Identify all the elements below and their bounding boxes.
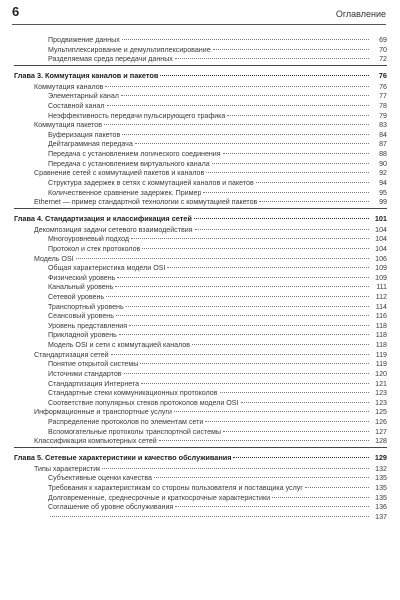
dot-leader: [135, 143, 369, 144]
dot-leader: [102, 468, 369, 469]
toc-entry-page: 111: [376, 283, 387, 292]
toc-entry-title: Глава 5. Сетевые характеристики и качество обслуживания: [14, 452, 232, 462]
toc-entry-page: 118: [375, 331, 387, 340]
toc-entry-page: 121: [375, 379, 387, 388]
toc-entry[interactable]: [14, 198, 387, 209]
toc-entry-title: Сеансовый уровень: [48, 312, 114, 321]
toc-entry-page: 109: [375, 264, 387, 273]
toc-entry-page: 72: [379, 55, 387, 64]
toc-entry-title: Соответствие популярных стеков протоколов модели OSI: [48, 398, 239, 407]
toc-entry-page: 106: [375, 254, 387, 263]
toc-entry-page: 135: [375, 493, 387, 502]
toc-entry[interactable]: [14, 83, 387, 93]
toc-entry-page: 88: [379, 150, 387, 159]
toc-entry[interactable]: [14, 283, 387, 293]
toc-entry[interactable]: [14, 351, 387, 361]
page-header: [12, 4, 386, 25]
toc-entry[interactable]: [14, 513, 387, 523]
dot-leader: [223, 153, 369, 154]
toc-entry-title: Неэффективность передачи пульсирующего трафика: [48, 111, 226, 120]
dot-leader: [122, 134, 369, 135]
dot-leader: [220, 392, 369, 393]
toc-entry[interactable]: [14, 274, 387, 284]
toc-entry[interactable]: [14, 46, 387, 56]
toc-entry[interactable]: [14, 140, 387, 150]
toc-chapter-entry[interactable]: [14, 211, 387, 226]
dot-leader: [50, 516, 369, 517]
toc-entry-title: Источники стандартов: [48, 369, 122, 378]
dot-leader: [212, 163, 369, 164]
toc-entry-page: 129: [374, 452, 387, 462]
toc-entry-page: 127: [375, 427, 387, 436]
toc-entry[interactable]: [14, 121, 387, 131]
toc-entry-page: 118: [375, 341, 387, 350]
toc-entry-title: Продвижение данных: [48, 36, 120, 44]
toc-entry-title: Элементарный канал: [48, 92, 119, 101]
toc-entry[interactable]: [14, 235, 387, 245]
toc-entry-page: 135: [375, 474, 387, 483]
toc-entry-title: Глава 4. Стандартизация и классификация сетей: [14, 213, 192, 223]
toc-entry-page: 92: [379, 169, 387, 178]
toc-entry-page: 77: [379, 92, 387, 101]
toc-entry[interactable]: [14, 160, 387, 170]
toc-entry[interactable]: [14, 112, 387, 122]
toc-entry[interactable]: [14, 179, 387, 189]
table-of-contents: [14, 36, 387, 522]
toc-entry[interactable]: [14, 428, 387, 438]
dot-leader: [227, 115, 369, 116]
toc-entry-page: 135: [375, 483, 387, 492]
toc-entry-page: 87: [379, 140, 387, 149]
toc-entry-title: Глава 3. Коммутация каналов и пакетов: [14, 70, 159, 80]
toc-entry-title: Общая характеристика модели OSI: [48, 264, 166, 273]
toc-entry[interactable]: [14, 255, 387, 265]
toc-entry-title: Коммутация каналов: [34, 82, 104, 91]
toc-entry[interactable]: [14, 360, 387, 370]
toc-entry[interactable]: [14, 465, 387, 475]
toc-entry[interactable]: [14, 55, 387, 66]
toc-entry-title: Разделяемая среда передачи данных: [48, 55, 173, 64]
toc-entry-page: 118: [375, 321, 387, 330]
dot-leader: [205, 421, 369, 422]
toc-entry-page: 119: [375, 350, 387, 359]
toc-entry[interactable]: [14, 341, 387, 351]
dot-leader: [259, 201, 369, 202]
toc-entry-title: Прикладной уровень: [48, 331, 117, 340]
toc-entry[interactable]: [14, 189, 387, 199]
toc-chapter-entry[interactable]: [14, 68, 387, 83]
toc-entry-title: Долговременные, среднесрочные и краткосрочные характеристики: [48, 493, 271, 502]
toc-entry-page: 78: [379, 102, 387, 111]
toc-entry[interactable]: [14, 418, 387, 428]
toc-entry-title: Вспомогательные протоколы транспортной системы: [48, 427, 221, 436]
toc-entry[interactable]: [14, 264, 387, 274]
toc-entry[interactable]: [14, 245, 387, 255]
toc-entry[interactable]: [14, 331, 387, 341]
dot-leader: [117, 277, 369, 278]
toc-entry-title: Информационные и транспортные услуги: [34, 408, 172, 417]
toc-entry-page: 84: [379, 130, 387, 139]
dot-leader: [141, 383, 369, 384]
toc-entry-page: 123: [375, 398, 387, 407]
toc-entry-title: Классификация компьютерных сетей: [34, 437, 157, 446]
toc-entry-page: 136: [375, 503, 387, 512]
dot-leader: [272, 497, 369, 498]
page-number: 6: [12, 4, 20, 19]
dot-leader: [122, 39, 369, 40]
dot-leader: [116, 315, 369, 316]
toc-entry-page: 109: [375, 273, 387, 282]
dot-leader: [131, 238, 369, 239]
toc-entry-title: Типы характеристик: [34, 464, 101, 473]
toc-entry-title: Уровень представления: [48, 321, 128, 330]
toc-entry-page: 104: [375, 235, 387, 244]
toc-entry-title: Субъективные оценки качества: [48, 474, 152, 483]
toc-entry-page: 101: [374, 213, 387, 223]
toc-entry-title: Буферизация пакетов: [48, 130, 121, 139]
toc-entry-title: Количественное сравнение задержек. Пример: [48, 188, 202, 197]
toc-entry-title: Требования к характеристикам со стороны пользователя и поставщика услуг: [48, 483, 303, 492]
toc-entry-page: 116: [375, 312, 387, 321]
toc-entry[interactable]: [14, 399, 387, 409]
toc-entry-page: 99: [379, 198, 387, 207]
dot-leader: [159, 440, 369, 441]
dot-leader: [223, 431, 369, 432]
dot-leader: [142, 248, 369, 249]
toc-entry[interactable]: [14, 494, 387, 504]
toc-entry-title: Протокол и стек протоколов: [48, 244, 141, 253]
dot-leader: [105, 86, 369, 87]
toc-entry[interactable]: [14, 293, 387, 303]
dot-leader: [107, 105, 369, 106]
dot-leader: [160, 75, 369, 76]
toc-entry-title: Стандартизация сетей: [34, 350, 109, 359]
dot-leader: [154, 477, 369, 478]
toc-entry[interactable]: [14, 322, 387, 332]
toc-entry-title: Стандартные стеки коммуникационных протоколов: [48, 389, 218, 398]
toc-entry-title: Составной канал: [48, 102, 105, 111]
toc-entry[interactable]: [14, 408, 387, 418]
dot-leader: [111, 354, 369, 355]
toc-entry[interactable]: [14, 102, 387, 112]
dot-leader: [119, 334, 369, 335]
toc-entry-page: 114: [375, 302, 387, 311]
dot-leader: [233, 457, 369, 458]
toc-entry-page: 104: [375, 244, 387, 253]
toc-entry-page: 119: [375, 360, 387, 369]
toc-entry-page: 123: [375, 389, 387, 398]
dot-leader: [241, 402, 370, 403]
toc-entry[interactable]: [14, 312, 387, 322]
toc-entry-page: 125: [375, 408, 387, 417]
toc-entry[interactable]: [14, 169, 387, 179]
toc-entry-page: 90: [379, 159, 387, 168]
toc-chapter-entry[interactable]: [14, 450, 387, 465]
toc-entry-page: 137: [375, 512, 387, 521]
dot-leader: [140, 363, 369, 364]
dot-leader: [203, 192, 369, 193]
dot-leader: [106, 296, 369, 297]
dot-leader: [167, 267, 369, 268]
toc-entry-title: Структура задержек в сетях с коммутацией каналов и пакетов: [48, 178, 254, 187]
dot-leader: [175, 506, 369, 507]
toc-entry-title: Сетевой уровень: [48, 293, 105, 302]
toc-entry[interactable]: [14, 474, 387, 484]
dot-leader: [195, 229, 369, 230]
toc-entry-page: 120: [375, 369, 387, 378]
dot-leader: [175, 58, 369, 59]
dot-leader: [124, 373, 369, 374]
dot-leader: [192, 344, 369, 345]
toc-entry-page: 112: [375, 293, 387, 302]
toc-entry-page: 132: [375, 464, 387, 473]
toc-entry-page: 126: [375, 417, 387, 426]
running-title: Оглавление: [335, 9, 386, 19]
toc-entry-page: 69: [379, 36, 387, 44]
toc-entry[interactable]: [14, 226, 387, 236]
toc-entry-title: Передача с установлением логического соединения: [48, 150, 221, 159]
toc-entry-page: 95: [379, 188, 387, 197]
toc-entry-title: Многоуровневый подход: [48, 235, 130, 244]
toc-entry[interactable]: [14, 131, 387, 141]
toc-entry[interactable]: [14, 303, 387, 313]
toc-entry[interactable]: [14, 389, 387, 399]
toc-entry-title: Ethernet — пример стандартной технологии с коммутацией пакетов: [34, 198, 258, 207]
toc-entry-title: Стандартизация Интернета: [48, 379, 140, 388]
toc-entry-title: Модель OSI: [34, 254, 74, 263]
toc-entry-title: Декомпозиция задачи сетевого взаимодействия: [34, 225, 193, 234]
dot-leader: [115, 286, 369, 287]
dot-leader: [121, 95, 369, 96]
toc-entry-title: Соглашение об уровне обслуживания: [48, 503, 174, 512]
toc-entry[interactable]: [14, 380, 387, 390]
dot-leader: [126, 306, 369, 307]
dot-leader: [129, 325, 369, 326]
toc-entry-title: Передача с установлением виртуального канала: [48, 159, 210, 168]
dot-leader: [174, 411, 369, 412]
toc-entry[interactable]: [14, 370, 387, 380]
dot-leader: [256, 182, 369, 183]
dot-leader: [76, 258, 369, 259]
dot-leader: [194, 218, 369, 219]
toc-entry-title: Транспортный уровень: [48, 302, 124, 311]
toc-entry-title: Понятие открытой системы: [48, 360, 139, 369]
toc-entry-page: 70: [379, 45, 387, 54]
toc-entry-title: Распределение протоколов по элементам сети: [48, 417, 204, 426]
toc-entry-page: 83: [379, 121, 387, 130]
toc-entry-title: Мультиплексирование и демультиплексирование: [48, 45, 211, 54]
toc-entry[interactable]: [14, 92, 387, 102]
toc-entry-title: Дейтаграммная передача: [48, 140, 133, 149]
toc-entry-page: 104: [375, 225, 387, 234]
toc-entry-page: 76: [379, 82, 387, 91]
dot-leader: [213, 49, 369, 50]
dot-leader: [305, 487, 369, 488]
toc-entry-title: Модель OSI и сети с коммутацией каналов: [48, 341, 191, 350]
toc-entry[interactable]: [14, 150, 387, 160]
toc-entry[interactable]: [14, 437, 387, 448]
toc-entry-page: 94: [379, 178, 387, 187]
toc-entry-page: 76: [378, 70, 387, 80]
dot-leader: [104, 124, 369, 125]
toc-entry-page: 79: [379, 111, 387, 120]
dot-leader: [206, 172, 369, 173]
toc-entry-title: Коммутация пакетов: [34, 121, 102, 130]
toc-entry-title: Физический уровень: [48, 273, 116, 282]
toc-entry-title: Сравнение сетей с коммутацией пакетов и каналов: [34, 169, 205, 178]
toc-entry[interactable]: [14, 484, 387, 494]
toc-entry[interactable]: [14, 36, 387, 46]
toc-entry[interactable]: [14, 503, 387, 513]
toc-entry-page: 128: [375, 437, 387, 446]
toc-entry-title: Канальный уровень: [48, 283, 114, 292]
